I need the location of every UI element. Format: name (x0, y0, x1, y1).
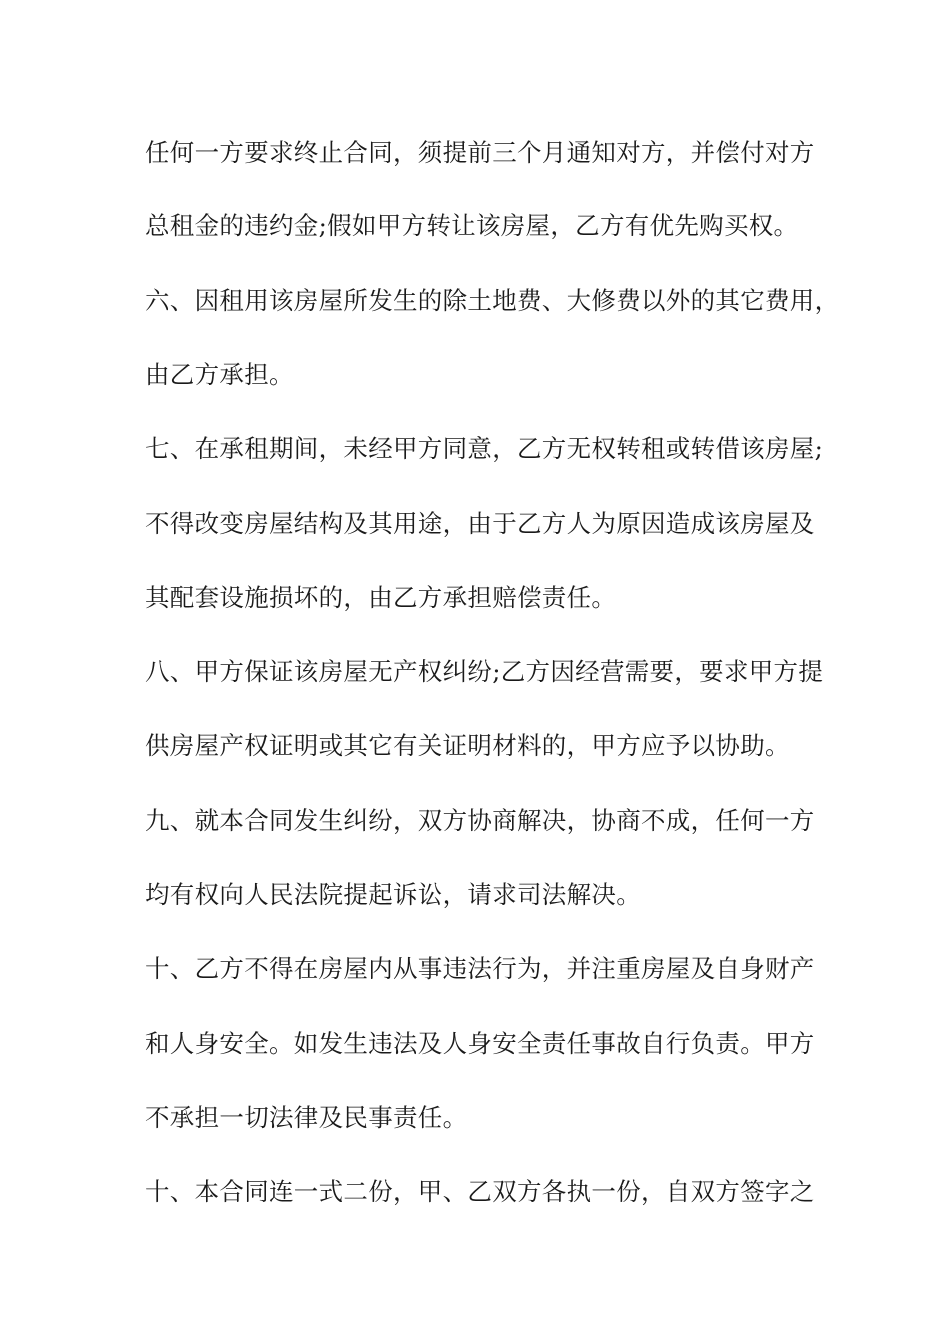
text-line: 供房屋产权证明或其它有关证明材料的，甲方应予以协助。 (145, 731, 790, 760)
text-line: 不承担一切法律及民事责任。 (145, 1103, 468, 1132)
text-line: 其配套设施损坏的，由乙方承担赔偿责任。 (145, 583, 617, 612)
text-line: 十、本合同连一式二份，甲、乙双方各执一份，自双方签字之 (145, 1177, 815, 1206)
text-line: 由乙方承担。 (145, 360, 294, 389)
text-line: 和人身安全。如发生违法及人身安全责任事故自行负责。甲方 (145, 1029, 815, 1058)
text-line: 十、乙方不得在房屋内从事违法行为，并注重房屋及自身财产 (145, 954, 815, 983)
text-line: 六、因租用该房屋所发生的除土地费、大修费以外的其它费用， (145, 286, 840, 315)
text-line: 均有权向人民法院提起诉讼，请求司法解决。 (145, 880, 641, 909)
text-line: 总租金的违约金;假如甲方转让该房屋，乙方有优先购买权。 (145, 211, 799, 240)
text-line: 九、就本合同发生纠纷，双方协商解决，协商不成，任何一方 (145, 806, 815, 835)
text-line: 七、在承租期间，未经甲方同意，乙方无权转租或转借该房屋; (145, 434, 824, 463)
text-line: 不得改变房屋结构及其用途，由于乙方人为原因造成该房屋及 (145, 509, 815, 538)
text-line: 任何一方要求终止合同，须提前三个月通知对方，并偿付对方 (145, 138, 815, 167)
text-line: 八、甲方保证该房屋无产权纠纷;乙方因经营需要，要求甲方提 (145, 657, 824, 686)
